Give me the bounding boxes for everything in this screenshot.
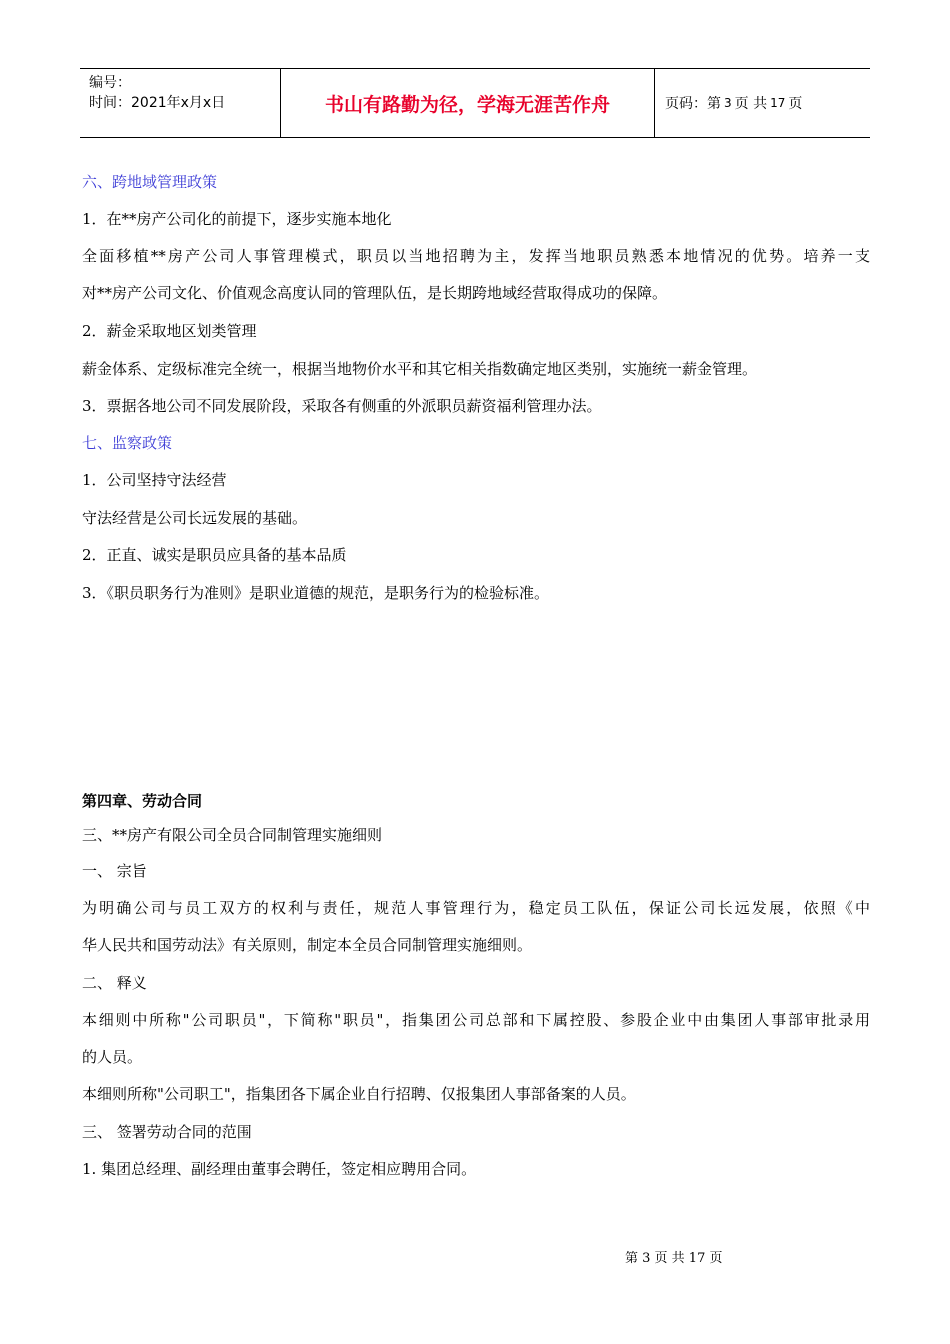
paragraph: 全面移植**房产公司人事管理模式，职员以当地招聘为主，发挥当地职员熟悉本地情况的优势。培养一支 bbox=[82, 247, 870, 265]
clause-title: 三、 签署劳动合同的范围 bbox=[82, 1123, 252, 1141]
paragraph: 对**房产公司文化、价值观念高度认同的管理队伍，是长期跨地域经营取得成功的保障。 bbox=[82, 284, 668, 302]
document-date-label: 时间：2021年x月x日 bbox=[89, 95, 226, 111]
list-item: 3．票据各地公司不同发展阶段，采取各有侧重的外派职员薪资福利管理办法。 bbox=[82, 397, 602, 415]
paragraph: 本细则中所称"公司职员"，下简称"职员"，指集团公司总部和下属控股、参股企业中由集团人事部审批录用 bbox=[82, 1011, 870, 1029]
paragraph: 本细则所称"公司职工"，指集团各下属企业自行招聘、仅报集团人事部备案的人员。 bbox=[82, 1085, 636, 1103]
list-item: 1．在**房产公司化的前提下，逐步实施本地化 bbox=[82, 210, 392, 228]
page-prefix: 页码：第 bbox=[665, 96, 721, 112]
paragraph: 华人民共和国劳动法》有关原则，制定本全员合同制管理实施细则。 bbox=[82, 936, 533, 954]
subsection-title: 三、**房产有限公司全员合同制管理实施细则 bbox=[82, 826, 383, 844]
list-item: 2．正直、诚实是职员应具备的基本品质 bbox=[82, 546, 347, 564]
clause-title: 一、 宗旨 bbox=[82, 862, 147, 880]
header-meta-cell bbox=[80, 69, 281, 137]
document-header bbox=[80, 68, 870, 138]
paragraph: 的人员。 bbox=[82, 1048, 143, 1066]
section-heading: 六、跨地域管理政策 bbox=[82, 173, 218, 191]
page-mid: 页 共 bbox=[734, 96, 768, 112]
paragraph: 薪金体系、定级标准完全统一，根据当地物价水平和其它相关指数确定地区类别，实施统一薪金管理。 bbox=[82, 360, 758, 378]
chapter-title: 第四章、劳动合同 bbox=[82, 792, 203, 810]
page-suffix: 页 bbox=[788, 96, 803, 112]
list-item: 2．薪金采取地区划类管理 bbox=[82, 322, 257, 340]
page-current: 3 bbox=[724, 96, 732, 110]
header-motto: 书山有路勤为径，学海无涯苦作舟 bbox=[281, 69, 655, 137]
document-number-label: 编号： bbox=[89, 75, 131, 91]
list-item: 3．《职员职务行为准则》是职业道德的规范，是职务行为的检验标准。 bbox=[82, 584, 550, 602]
list-item: 1．公司坚持守法经营 bbox=[82, 471, 227, 489]
section-heading: 七、监察政策 bbox=[82, 434, 173, 452]
page-footer: 第 3 页 共 17 页 bbox=[625, 1251, 723, 1266]
list-item: 1. 集团总经理、副经理由董事会聘任，签定相应聘用合同。 bbox=[82, 1160, 477, 1178]
clause-title: 二、 释义 bbox=[82, 974, 147, 992]
header-page-number bbox=[655, 69, 870, 137]
paragraph: 为明确公司与员工双方的权利与责任，规范人事管理行为，稳定员工队伍，保证公司长远发展，依照《中 bbox=[82, 899, 870, 917]
paragraph: 守法经营是公司长远发展的基础。 bbox=[82, 509, 308, 527]
page-total: 17 bbox=[770, 96, 786, 110]
